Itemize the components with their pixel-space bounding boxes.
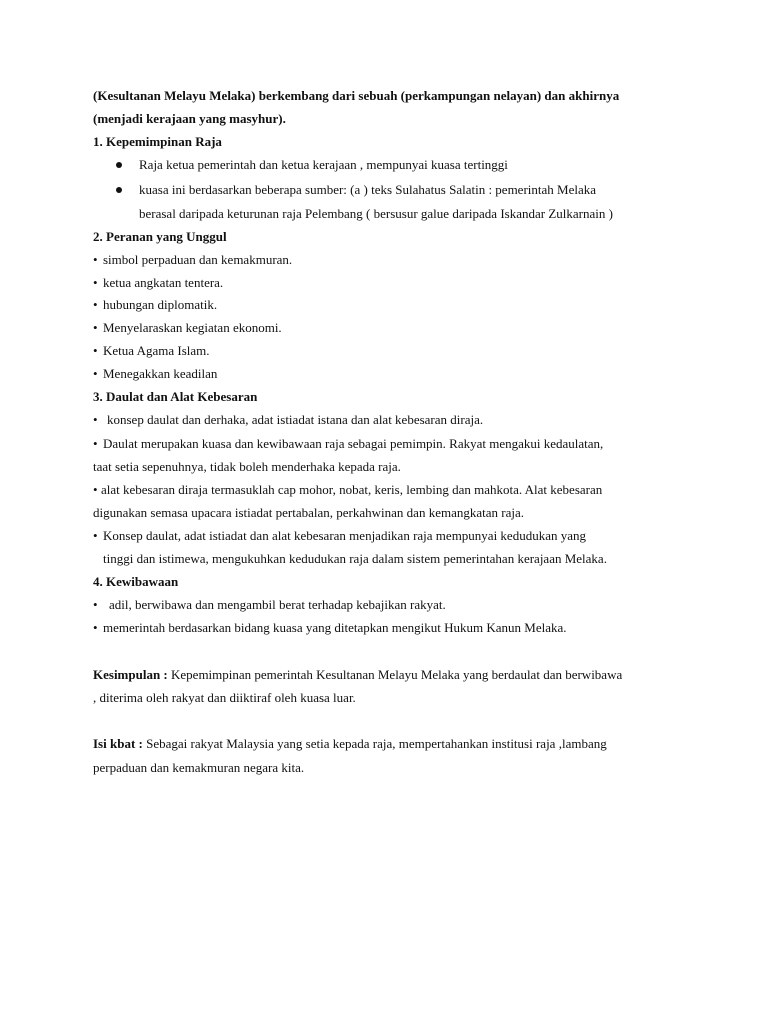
section-3-item-text: Daulat merupakan kuasa dan kewibawaan raja sebagai pemimpin. Rakyat mengakui kedaulatan, bbox=[103, 436, 604, 451]
section-3-item-cont: taat setia sepenuhnya, tidak boleh menderhaka kepada raja. bbox=[93, 459, 401, 474]
kesimpulan-text: Kepemimpinan pemerintah Kesultanan Melayu Melaka yang berdaulat dan berwibawa bbox=[167, 667, 623, 682]
section-4-item-text: adil, berwibawa dan mengambil berat terhadap kebajikan rakyat. bbox=[109, 597, 446, 612]
kesimpulan-line-1 bbox=[93, 667, 622, 683]
section-3-heading: 3. Daulat dan Alat Kebesaran bbox=[93, 389, 258, 404]
section-2-item-text: simbol perpaduan dan kemakmuran. bbox=[103, 252, 293, 267]
bullet-icon: • bbox=[93, 320, 98, 335]
bullet-icon: • bbox=[93, 343, 98, 358]
section-4-item-text: memerintah berdasarkan bidang kuasa yang ditetapkan mengikut Hukum Kanun Melaka. bbox=[103, 620, 567, 635]
section-2-item bbox=[93, 343, 210, 359]
section-2-item bbox=[93, 252, 292, 268]
section-2-item bbox=[93, 297, 217, 313]
bullet-icon: • bbox=[93, 366, 98, 381]
bullet-icon: • bbox=[93, 597, 98, 612]
isi-kbat-line-1 bbox=[93, 736, 607, 752]
section-3-item bbox=[93, 436, 603, 452]
intro-line-2: (menjadi kerajaan yang masyhur). bbox=[93, 111, 286, 126]
section-1-heading: 1. Kepemimpinan Raja bbox=[93, 134, 222, 149]
kesimpulan-label: Kesimpulan : bbox=[93, 667, 168, 682]
isi-kbat-text: Sebagai rakyat Malaysia yang setia kepada raja, mempertahankan institusi raja ,lambang bbox=[142, 736, 607, 751]
section-2-item-text: ketua angkatan tentera. bbox=[103, 275, 224, 290]
section-4-heading: 4. Kewibawaan bbox=[93, 574, 179, 589]
section-2-item bbox=[93, 275, 223, 291]
bullet-icon: • bbox=[93, 252, 98, 267]
section-2-item-text: Menyelaraskan kegiatan ekonomi. bbox=[103, 320, 282, 335]
section-2-item-text: Menegakkan keadilan bbox=[103, 366, 218, 381]
bullet-dot-icon bbox=[116, 162, 122, 168]
bullet-dot-icon bbox=[116, 187, 122, 193]
bullet-icon: • bbox=[93, 412, 98, 427]
section-3-item bbox=[93, 412, 483, 428]
intro-line-1: (Kesultanan Melayu Melaka) berkembang dari sebuah (perkampungan nelayan) dan akhirnya bbox=[93, 88, 620, 103]
section-3-item-cont: tinggi dan istimewa, mengukuhkan kedudukan raja dalam sistem pemerintahan kerajaan Melaka. bbox=[103, 551, 607, 566]
section-4-item bbox=[93, 620, 567, 636]
section-2-item-text: hubungan diplomatik. bbox=[103, 297, 218, 312]
section-1-bullet-2-cont: berasal daripada keturunan raja Pelembang ( bersusur galue daripada Iskandar Zulkarnain ) bbox=[139, 206, 613, 221]
bullet-icon: • bbox=[93, 482, 98, 497]
section-2-item-text: Ketua Agama Islam. bbox=[103, 343, 210, 358]
section-1-bullet-1: Raja ketua pemerintah dan ketua kerajaan , mempunyai kuasa tertinggi bbox=[139, 157, 508, 172]
section-3-item bbox=[93, 528, 586, 544]
section-3-item-text: Konsep daulat, adat istiadat dan alat kebesaran menjadikan raja mempunyai kedudukan yang bbox=[103, 528, 586, 543]
kesimpulan-line-2: , diterima oleh rakyat dan diiktiraf oleh kuasa luar. bbox=[93, 690, 356, 705]
section-3-item-cont: digunakan semasa upacara istiadat pertabalan, perkahwinan dan kemangkatan raja. bbox=[93, 505, 524, 520]
section-3-item-text: konsep daulat dan derhaka, adat istiadat istana dan alat kebesaran diraja. bbox=[107, 412, 484, 427]
section-2-item bbox=[93, 320, 282, 336]
section-3-item-text: alat kebesaran diraja termasuklah cap mohor, nobat, keris, lembing dan mahkota. Alat kebesaran bbox=[101, 482, 603, 497]
isi-kbat-line-2: perpaduan dan kemakmuran negara kita. bbox=[93, 760, 305, 775]
isi-kbat-label: Isi kbat : bbox=[93, 736, 143, 751]
section-1-bullet-2: kuasa ini berdasarkan beberapa sumber: (a ) teks Sulahatus Salatin : pemerintah Melaka bbox=[139, 182, 597, 197]
bullet-icon: • bbox=[93, 275, 98, 290]
bullet-icon: • bbox=[93, 620, 98, 635]
bullet-icon: • bbox=[93, 297, 98, 312]
bullet-icon: • bbox=[93, 528, 98, 543]
section-2-item bbox=[93, 366, 217, 382]
section-3-item bbox=[93, 482, 602, 498]
bullet-icon: • bbox=[93, 436, 98, 451]
section-4-item bbox=[93, 597, 446, 613]
section-2-heading: 2. Peranan yang Unggul bbox=[93, 229, 227, 244]
